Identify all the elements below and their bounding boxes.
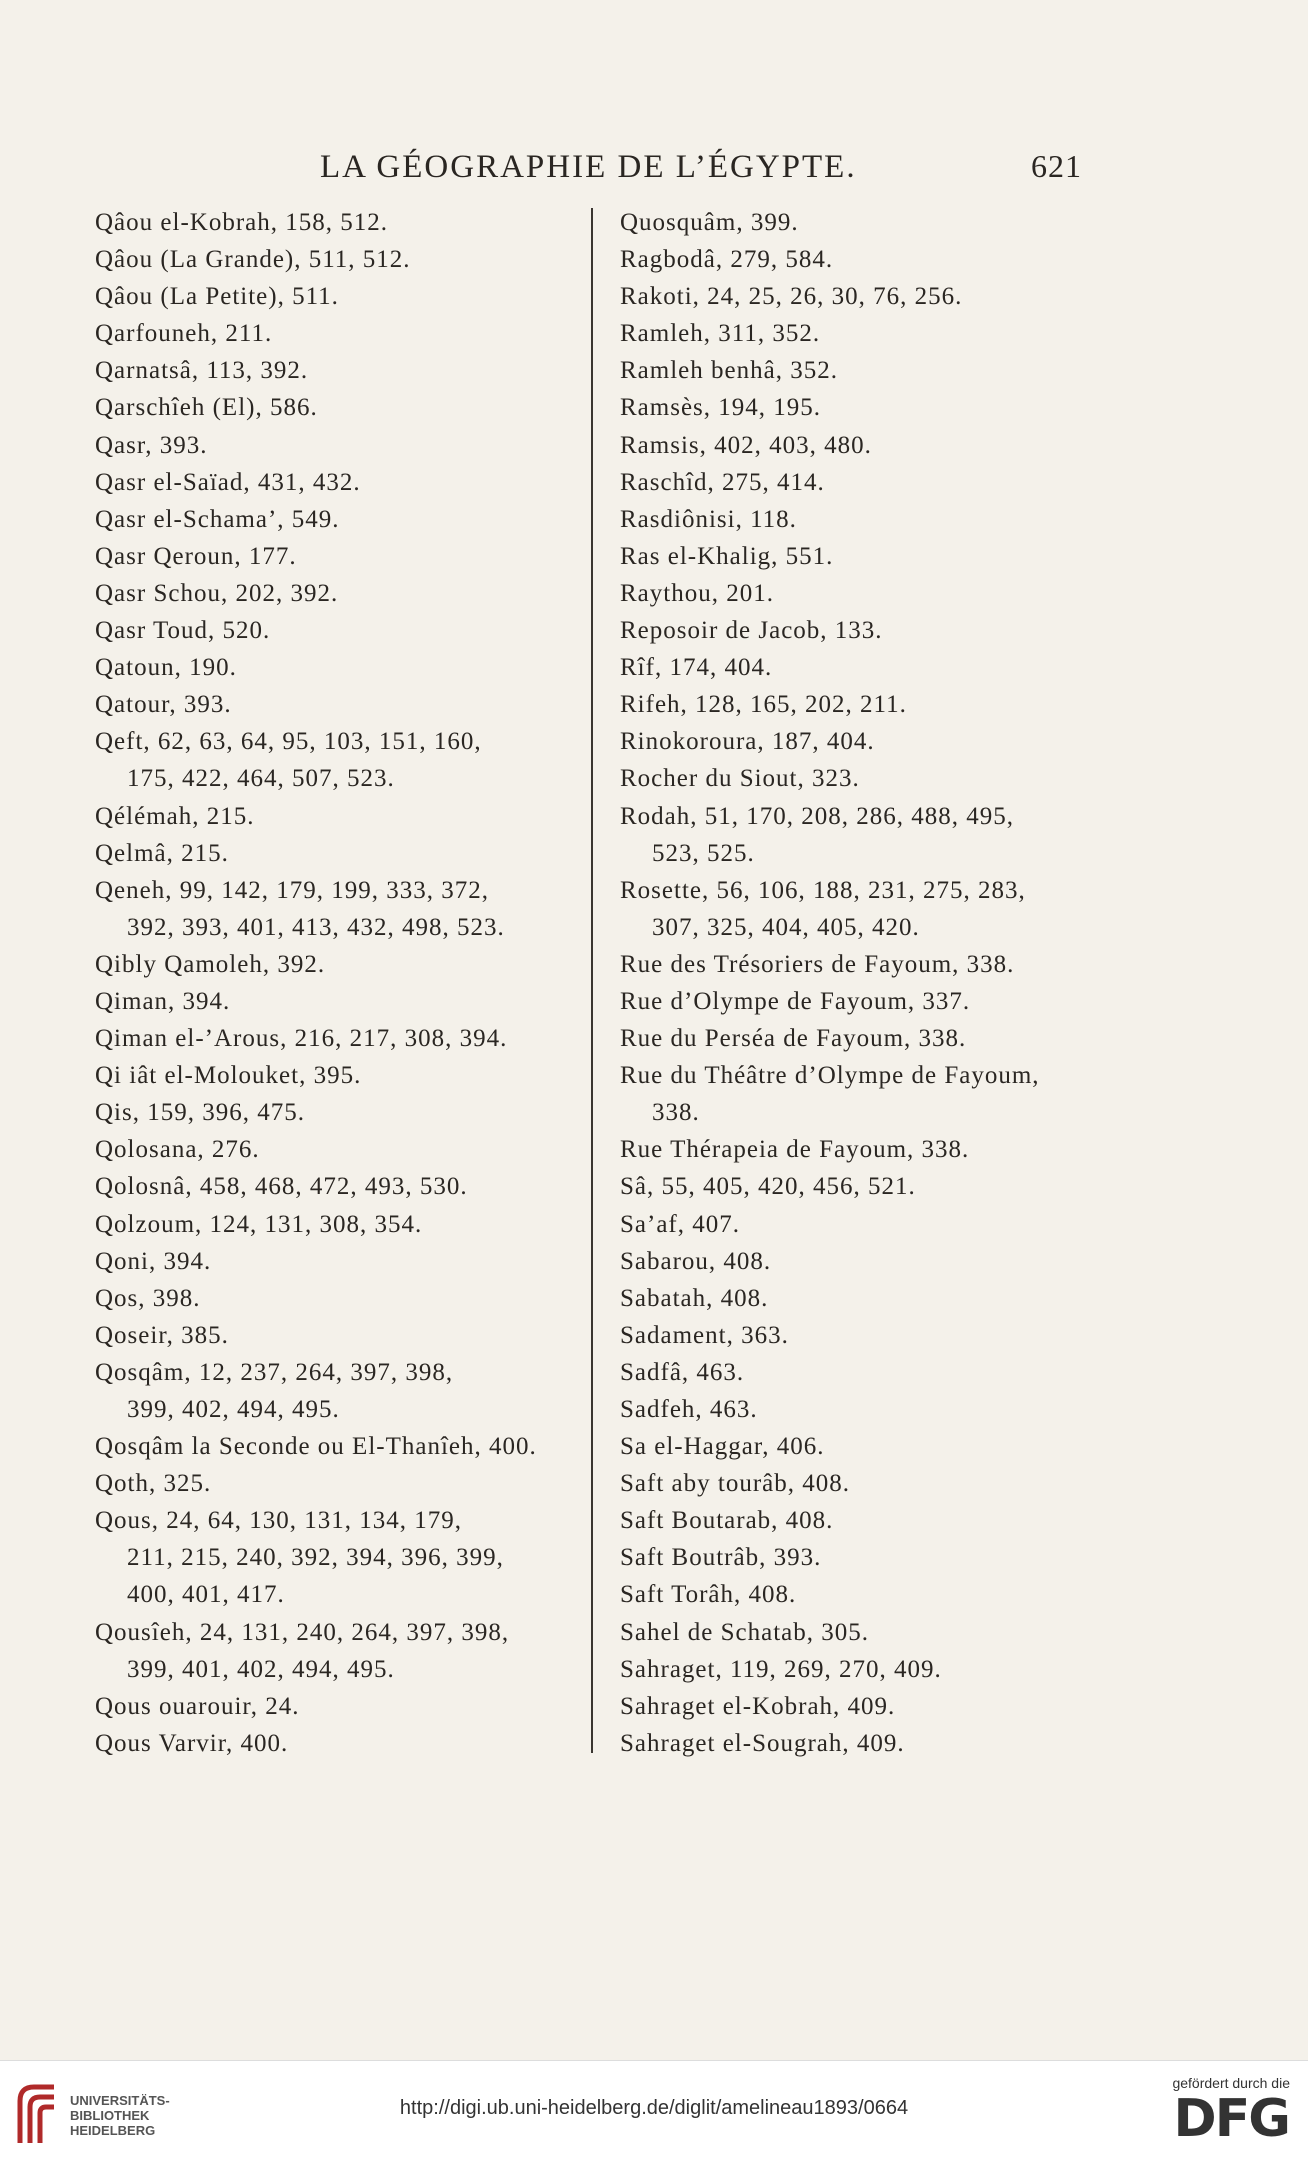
index-entry: Qoni, 394. [95,1247,212,1275]
index-entry: Rue du Perséa de Fayoum, 338. [620,1025,967,1053]
index-entry: Qeneh, 99, 142, 179, 199, 333, 372, [95,876,489,904]
index-entry: Ragbodâ, 279, 584. [620,246,834,274]
index-entry-continuation: 211, 215, 240, 392, 394, 396, 399, [127,1544,504,1572]
index-entry: Rakoti, 24, 25, 26, 30, 76, 256. [620,283,963,311]
index-entry: Rue du Théâtre d’Olympe de Fayoum, [620,1062,1040,1090]
index-entry: Sahraget el-Sougrah, 409. [620,1729,905,1757]
column-divider [591,208,593,1753]
dfg-logo-block[interactable] [1172,2075,1290,2147]
index-entry-continuation: 399, 402, 494, 495. [127,1396,340,1423]
index-entry: Qiman el-’Arous, 216, 217, 308, 394. [95,1025,508,1053]
index-entry: Qousîeh, 24, 131, 240, 264, 397, 398, [95,1618,510,1646]
index-entry: Qibly Qamoleh, 392. [95,950,326,978]
index-entry: Sa el-Haggar, 406. [620,1433,825,1461]
index-entry-continuation: 523, 525. [652,839,755,867]
index-entry: Sahraget, 119, 269, 270, 409. [620,1655,942,1683]
index-entry: Qosqâm, 12, 237, 264, 397, 398, [95,1358,454,1386]
index-entry: Rue d’Olympe de Fayoum, 337. [620,987,971,1015]
index-entry: Qasr el-Saïad, 431, 432. [95,468,361,496]
index-entry: Sadament, 363. [620,1321,789,1349]
index-entry: Saft aby tourâb, 408. [620,1470,850,1498]
index-entry: Qasr Qeroun, 177. [95,542,297,570]
library-name-line: BIBLIOTHEK [70,2107,150,2123]
index-entry: Rue Thérapeia de Fayoum, 338. [620,1136,970,1164]
index-entry-continuation: 338. [652,1099,700,1127]
index-column-left [95,204,575,1762]
index-entry: Sa’af, 407. [620,1210,740,1238]
index-entry: Qasr Schou, 202, 392. [95,579,339,607]
index-entry: Qarnatsâ, 113, 392. [95,357,309,385]
index-entry: Rosette, 56, 106, 188, 231, 275, 283, [620,876,1026,904]
index-entry: Qâou (La Petite), 511. [95,283,339,311]
index-entry: Qâou el-Kobrah, 158, 512. [95,209,388,236]
index-entry: Qarfouneh, 211. [95,320,273,348]
index-entry: Qatour, 393. [95,691,232,719]
index-entry: Ramleh benhâ, 352. [620,357,838,385]
index-entry: Qasr, 393. [95,431,208,459]
index-entry: Reposoir de Jacob, 133. [620,617,883,645]
index-entry: Ramleh, 311, 352. [620,320,821,348]
index-entry-continuation: 175, 422, 464, 507, 523. [127,765,395,793]
dfg-logo: DFG [1173,2089,1289,2149]
index-entry: Rue des Trésoriers de Fayoum, 338. [620,950,1015,978]
index-entry: Sadfeh, 463. [620,1396,758,1423]
document-url-link[interactable]: http://digi.ub.uni-heidelberg.de/diglit/amelineau1893/0664 [399,2097,909,2119]
library-name-line: UNIVERSITÄTS- [70,2092,170,2108]
index-entry: Sahel de Schatab, 305. [620,1618,870,1646]
index-entry: Ramsès, 194, 195. [620,394,822,422]
index-column-right [620,204,1100,1762]
index-entry: Qatoun, 190. [95,654,237,682]
index-entry: Rîf, 174, 404. [620,654,773,682]
page-title: LA GÉOGRAPHIE DE L’ÉGYPTE. [320,149,857,185]
index-entry: Sadfâ, 463. [620,1358,745,1386]
index-entry: Qelmâ, 215. [95,839,229,867]
index-entry: Qâou (La Grande), 511, 512. [95,246,411,274]
index-entry: Rifeh, 128, 165, 202, 211. [620,691,907,719]
index-entry-continuation: 400, 401, 417. [127,1581,285,1609]
index-entry: Ramsis, 402, 403, 480. [620,431,872,459]
index-entry: Qi iât el-Molouket, 395. [95,1062,362,1090]
running-header [320,148,1082,186]
index-entry: Qélémah, 215. [95,802,255,830]
index-entry-continuation: 392, 393, 401, 413, 432, 498, 523. [127,913,505,941]
index-entry: Qous Varvir, 400. [95,1729,289,1757]
index-entry: Qolosnâ, 458, 468, 472, 493, 530. [95,1173,468,1201]
index-entry: Sahraget el-Kobrah, 409. [620,1692,896,1720]
index-entry: Sabarou, 408. [620,1247,772,1275]
index-entry: Qosqâm la Seconde ou El-Thanîeh, 400. [95,1433,537,1461]
index-entry: Qis, 159, 396, 475. [95,1099,305,1127]
index-entry: Raythou, 201. [620,579,774,607]
index-entry: Ras el-Khalig, 551. [620,542,834,570]
index-entry: Qasr el-Schama’, 549. [95,505,340,533]
funding-label: gefördert durch die [1172,2075,1290,2091]
index-entry: Qos, 398. [95,1284,201,1312]
index-entry: Qolzoum, 124, 131, 308, 354. [95,1210,423,1238]
index-entry: Rasdiônisi, 118. [620,505,797,533]
index-entry: Sabatah, 408. [620,1284,769,1312]
index-entry: Sâ, 55, 405, 420, 456, 521. [620,1173,916,1201]
index-entry: Qous, 24, 64, 130, 131, 134, 179, [95,1507,463,1535]
index-entry: Saft Boutarab, 408. [620,1507,834,1535]
index-entry: Rodah, 51, 170, 208, 286, 488, 495, [620,802,1015,830]
index-entry: Qasr Toud, 520. [95,617,271,645]
index-entry: Raschîd, 275, 414. [620,468,825,496]
index-entry: Rinokoroura, 187, 404. [620,728,875,756]
index-entry: Qeft, 62, 63, 64, 95, 103, 151, 160, [95,728,482,756]
index-entry: Qoseir, 385. [95,1321,229,1349]
index-entry: Qarschîeh (El), 586. [95,394,318,422]
index-entry-continuation: 307, 325, 404, 405, 420. [652,913,920,941]
page-number: 621 [1031,148,1082,184]
index-entry: Qous ouarouir, 24. [95,1692,300,1720]
index-entry: Qiman, 394. [95,987,231,1015]
index-entry: Saft Boutrâb, 393. [620,1544,822,1572]
index-entry: Rocher du Siout, 323. [620,765,860,793]
index-entry-continuation: 399, 401, 402, 494, 495. [127,1655,395,1683]
index-entry: Qoth, 325. [95,1470,212,1498]
library-name-line: HEIDELBERG [70,2122,156,2138]
index-entry: Saft Torâh, 408. [620,1581,797,1609]
index-entry: Quosquâm, 399. [620,209,799,236]
index-entry: Qolosana, 276. [95,1136,260,1164]
viewer-footer [0,2060,1308,2162]
